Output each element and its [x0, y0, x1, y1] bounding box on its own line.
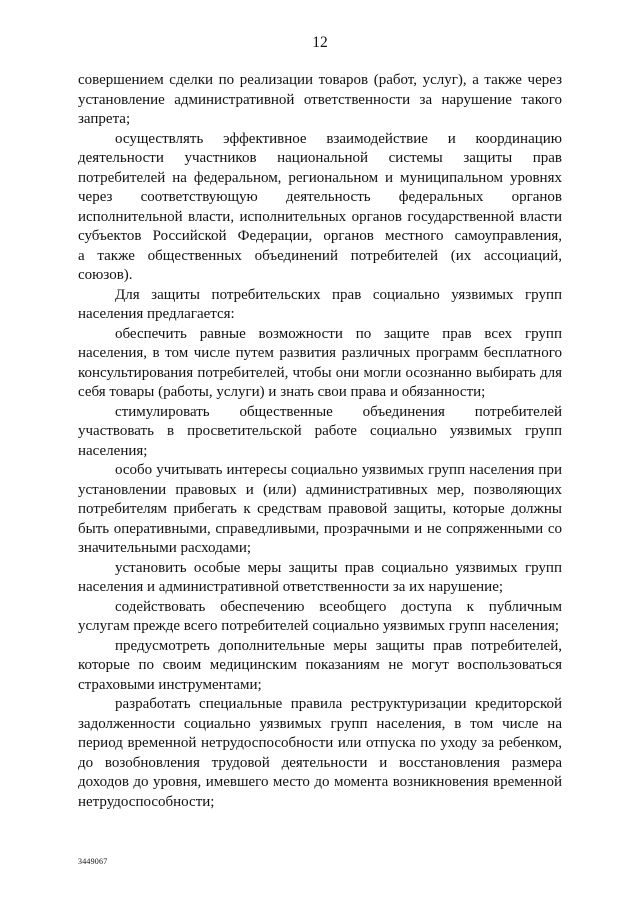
text-line: доходов до уровня, имевшего место до момента возникновения временной — [78, 774, 562, 790]
document-code: 3449067 — [78, 857, 108, 866]
text-line: значительными расходами; — [78, 540, 252, 556]
text-line: запрета; — [78, 111, 131, 127]
paragraph-special-measures — [78, 559, 562, 598]
paragraph-continuation — [78, 71, 562, 130]
text-line: деятельности участников национальной системы защиты прав — [78, 150, 562, 166]
text-line: содействовать обеспечению всеобщего доступа к публичным — [115, 598, 562, 615]
text-line: Для защиты потребительских прав социально уязвимых групп — [115, 286, 562, 303]
text-line: страховыми инструментами; — [78, 676, 262, 693]
paragraph-intro — [78, 286, 562, 325]
text-line: а также общественных объединений потребителей (их ассоциаций, — [78, 247, 562, 264]
text-line: быть оперативными, справедливыми, прозрачными и не сопряженными со — [78, 520, 562, 537]
text-line: которые по своим медицинским показаниям не могут воспользоваться — [78, 657, 562, 673]
text-line: населения предлагается: — [78, 306, 235, 322]
document-body — [78, 71, 562, 812]
text-line: период временной нетрудоспособности или отпуска по уходу за ребенком, — [78, 735, 562, 751]
text-line: разработать специальные правила реструктуризации кредиторской — [115, 696, 562, 712]
text-line: субъектов Российской Федерации, органов местного самоуправления, — [78, 228, 562, 244]
paragraph-interests — [78, 461, 562, 559]
text-line: себя товары (работы, услуги) и знать свои права и обязанности; — [78, 384, 486, 400]
paragraph-public-services — [78, 598, 562, 637]
text-line: осуществлять эффективное взаимодействие и координацию — [115, 130, 562, 147]
paragraph-equal-opportunities — [78, 325, 562, 403]
text-line: потребителей на федеральном, региональном и муниципальном уровнях — [78, 169, 562, 186]
paragraph-debt-restructuring — [78, 695, 562, 812]
text-line: обеспечить равные возможности по защите прав всех групп — [115, 325, 562, 342]
text-line: установлении правовых и (или) административных мер, позволяющих — [78, 481, 562, 498]
text-line: предусмотреть дополнительные меры защиты прав потребителей, — [115, 637, 562, 654]
paragraph-stimulate — [78, 403, 562, 462]
text-line: установить особые меры защиты прав социально уязвимых групп — [115, 559, 562, 576]
text-line: установление административной ответственности за нарушение такого — [78, 91, 562, 108]
text-line: консультирования потребителей, чтобы они могли осознанно выбирать для — [78, 364, 562, 381]
text-line: через соответствующую деятельность федеральных органов — [78, 189, 562, 205]
text-line: участвовать в просветительской работе социально уязвимых групп — [78, 423, 562, 439]
text-line: услугам прежде всего потребителей социально уязвимых групп населения; — [78, 618, 560, 634]
text-line: исполнительной власти, исполнительных органов государственной власти — [78, 208, 562, 225]
text-line: задолженности социально уязвимых групп населения, в том числе на — [78, 715, 562, 732]
text-line: нетрудоспособности; — [78, 793, 215, 810]
paragraph-additional-measures — [78, 637, 562, 696]
text-line: потребителям прибегать к средствам правовой защиты, которые должны — [78, 501, 562, 517]
text-line: совершением сделки по реализации товаров (работ, услуг), а также через — [78, 72, 562, 88]
text-line: стимулировать общественные объединения потребителей — [115, 403, 562, 420]
text-line: населения и административной ответственности за их нарушение; — [78, 579, 504, 595]
text-line: союзов). — [78, 267, 133, 283]
text-line: до возобновления трудовой деятельности и восстановления размера — [78, 754, 562, 771]
text-line: населения, в том числе путем развития различных программ бесплатного — [78, 345, 562, 361]
text-line: особо учитывать интересы социально уязвимых групп населения при — [115, 462, 562, 478]
paragraph-coordination — [78, 130, 562, 286]
page-number: 12 — [312, 34, 328, 51]
text-line: населения; — [78, 442, 148, 459]
